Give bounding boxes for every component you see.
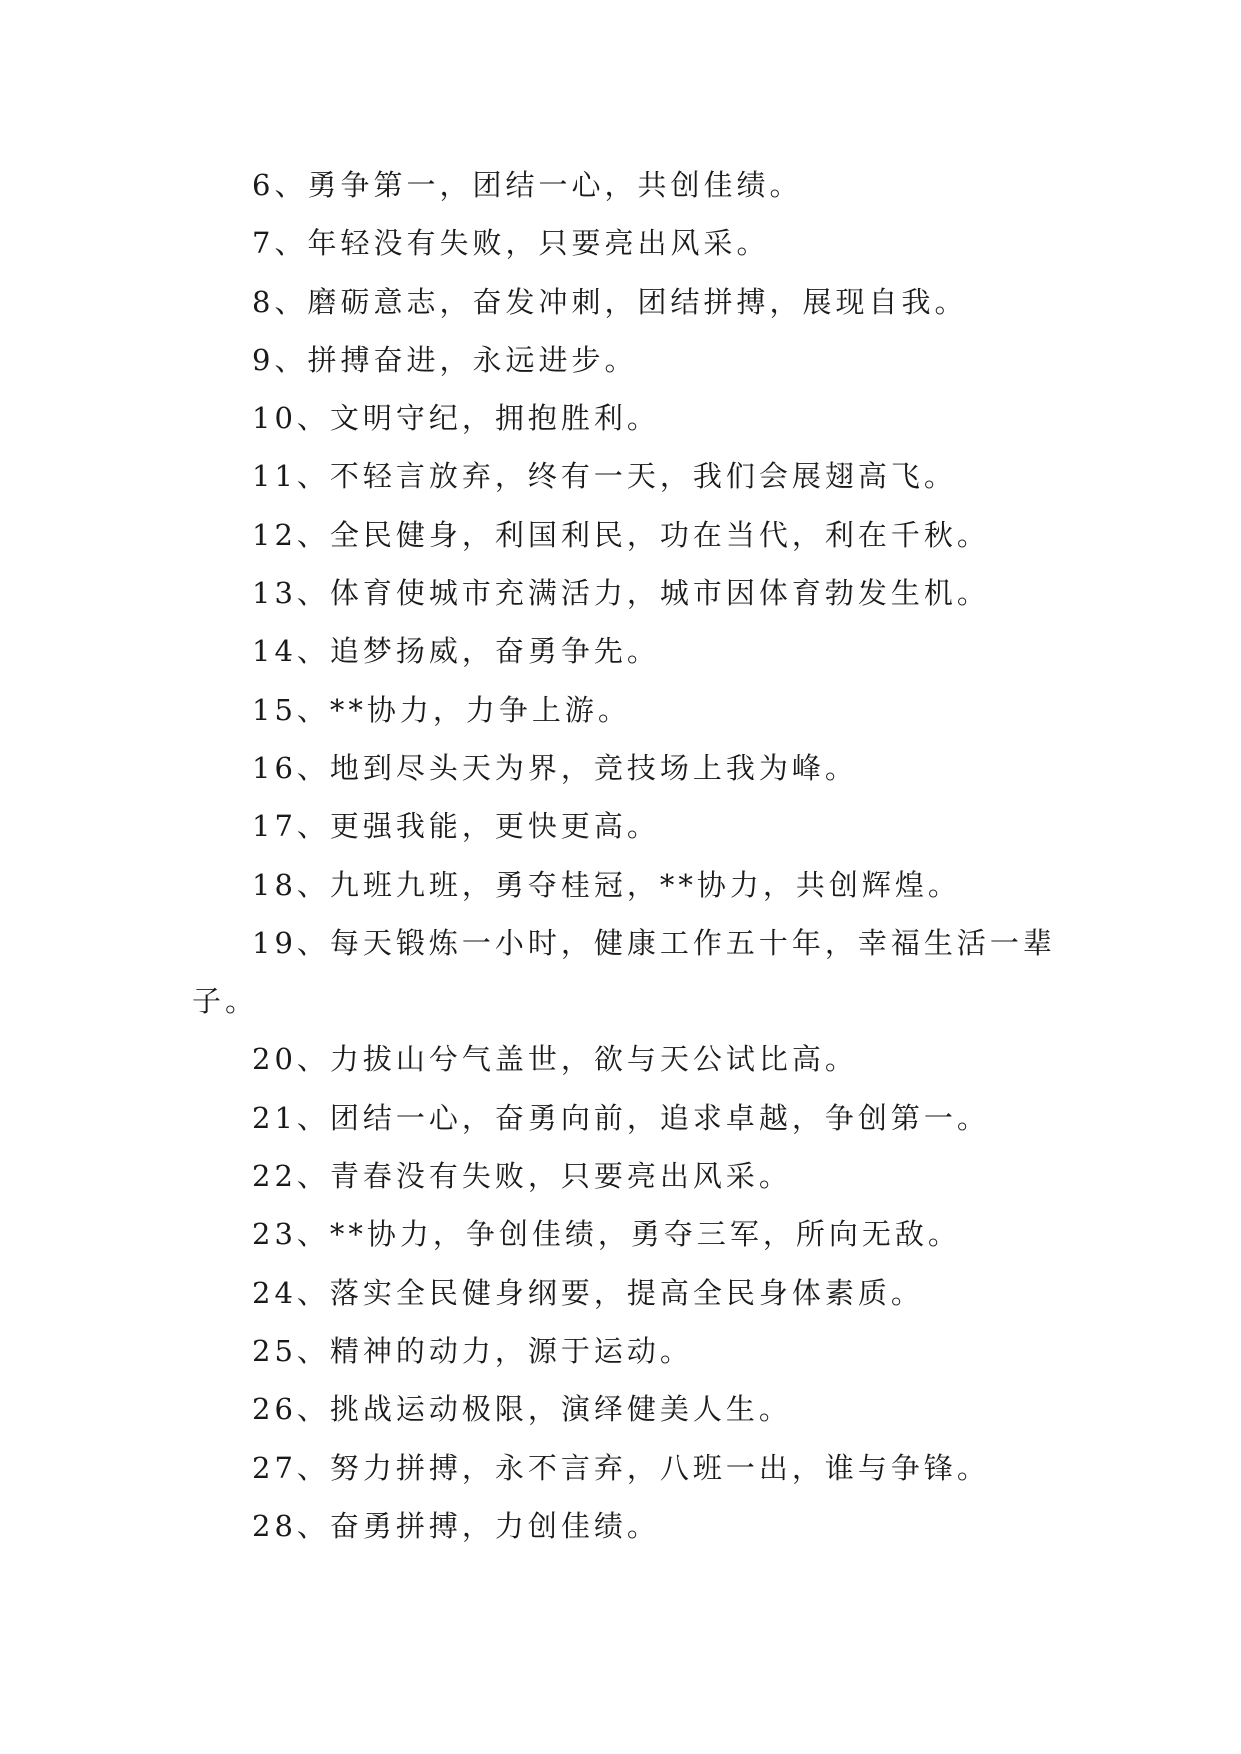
slogan-line: 8、磨砺意志，奋发冲刺，团结拼搏，展现自我。 [252, 284, 968, 319]
slogan-line: 22、青春没有失败，只要亮出风采。 [252, 1159, 792, 1194]
slogan-line: 23、**协力，争创佳绩，勇夺三军，所向无敌。 [252, 1217, 961, 1252]
slogan-line: 28、奋勇拼搏，力创佳绩。 [252, 1508, 660, 1543]
slogan-line: 10、文明守纪，拥抱胜利。 [252, 401, 660, 436]
slogan-line: 24、落实全民健身纲要，提高全民身体素质。 [252, 1275, 924, 1310]
slogan-line: 6、勇争第一，团结一心，共创佳绩。 [252, 168, 803, 202]
document-body [192, 156, 1072, 1555]
slogan-line: 16、地到尽头天为界，竞技场上我为峰。 [252, 750, 858, 785]
slogan-line: 27、努力拼搏，永不言弃，八班一出，谁与争锋。 [252, 1450, 990, 1485]
slogan-line: 12、全民健身，利国利民，功在当代，利在千秋。 [252, 517, 990, 552]
slogan-line-continuation: 子。 [192, 984, 259, 1019]
slogan-line: 9、拼搏奋进，永远进步。 [252, 342, 638, 377]
slogan-line: 18、九班九班，勇夺桂冠，**协力，共创辉煌。 [252, 867, 961, 902]
slogan-line: 21、团结一心，奋勇向前，追求卓越，争创第一。 [252, 1100, 990, 1135]
slogan-line: 25、精神的动力，源于运动。 [252, 1333, 693, 1368]
slogan-line: 19、每天锻炼一小时，健康工作五十年，幸福生活一辈 [252, 925, 1056, 960]
slogan-line: 13、体育使城市充满活力，城市因体育勃发生机。 [252, 576, 990, 611]
slogan-line: 14、追梦扬威，奋勇争先。 [252, 634, 660, 669]
slogan-line: 26、挑战运动极限，演绎健美人生。 [252, 1392, 792, 1427]
slogan-line: 11、不轻言放弃，终有一天，我们会展翅高飞。 [252, 459, 957, 494]
slogan-line: 20、力拔山兮气盖世，欲与天公试比高。 [252, 1042, 858, 1077]
slogan-line: 7、年轻没有失败，只要亮出风采。 [252, 226, 770, 261]
slogan-line: 15、**协力，力争上游。 [252, 692, 631, 727]
slogan-line: 17、更强我能，更快更高。 [252, 809, 660, 844]
